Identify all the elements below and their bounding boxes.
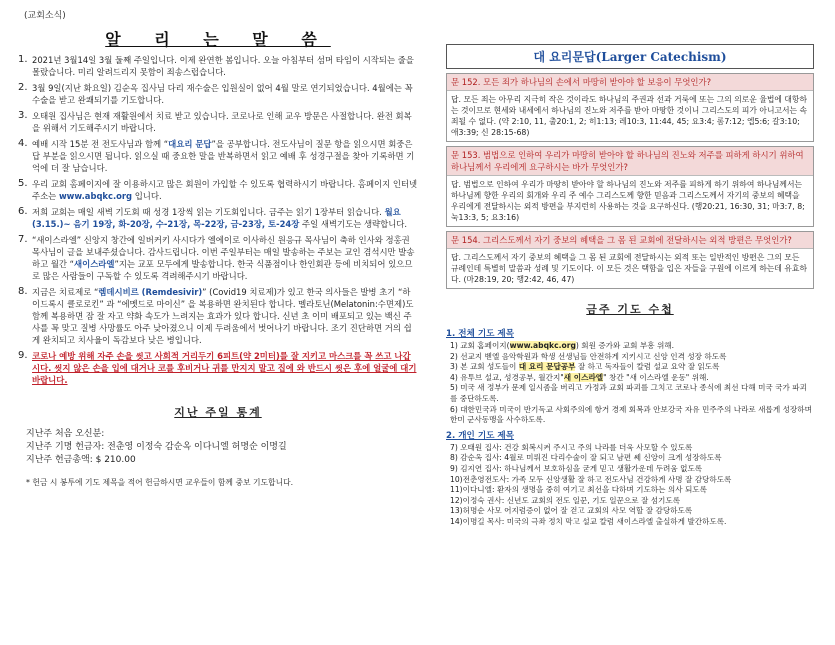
- announcement-number: 2.: [18, 82, 28, 93]
- prayer-item-pre: 2) 선교지 벧엘 음악학원과 학생 선생님들 안전하게 지키시고 신앙 인격 성장 하도록: [450, 351, 727, 361]
- prayer-item-pre: 6) 대한민국과 미국이 반기독교 사회주의에 항거 경제 회복과 안보강국 자유 민주주의 나라로 새롭게 성장하며 한미 군사동맹을 사수하도록.: [450, 404, 812, 425]
- announcement-text: [32, 234, 418, 282]
- announcement-item: [18, 178, 418, 202]
- announcement-text: [32, 286, 418, 346]
- prayer-item: 14)이명길 목사: 미국의 극좌 정치 막고 설교 칼럼 새이스라엘 출실하게 발간하도록.: [450, 516, 727, 526]
- stats-line-donors: 지난주 기명 헌금자: 전춘영 이정숙 감순옥 이다니엘 허명순 이명길: [26, 442, 287, 452]
- catechism-answer: 답. 범법으로 인하여 우리가 마땅히 받아야 할 하나님의 진노와 저주를 피하게 하기 위하여 하나님께서는 하나님께 향한 우리의 회개와 우리 주 예수 그리스도께 향한 믿음과 그리스도께서 자기의 중보의 혜택을 우리에게 전달하시는 외적 방편을 부지런히 사용하는 것을 요구하신다. (행20:21, 16:30, 31; 마3:7, 8; 눅13:3, 5; 요3:16): [451, 180, 805, 222]
- prayer-item-pre: 5) 미국 새 정부가 문제 일시좀을 버리고 가정과 교회 파괴를 그치고 코로나 종식에 최선 다해 미국 국가 파괴를 중단하도록.: [450, 383, 807, 403]
- announcement-list: [18, 54, 418, 386]
- announcement-text-post: ” (Covid19 치료제)가 있고 한국 의사들은 발병 초기 “하이드록시 클로로킨” 과 “에멧드로 마이신” 을 복용하면 완치된다 합니다. 멜라토닌(Melatonin:수면제)도 함께 복용하면 잠 잘 자고 약화 속도가 느려지는 효과가 있다 합니다. 신년 초 이미 배포되고 있는 백신 주사를 꼭 맞고 질병 사망률도 아주 낮아졌으니 이제 두려움에서 벗어나기 바랍니다. 조기 진단하면 거의 쉽게 완치되고 치사율이 독감보다 낮은 병입니다.: [32, 287, 414, 345]
- prayer-item: [450, 383, 814, 404]
- offering-footnote: * 헌금 시 봉투에 기도 제목을 적어 헌금하시면 교우들이 함께 중보 기도합니다.: [26, 478, 294, 487]
- announcement-number: 7.: [18, 234, 28, 245]
- prayer-list-personal: [446, 443, 814, 528]
- announcement-item: [18, 350, 418, 386]
- announcement-highlight: 새이스라엘: [74, 259, 115, 269]
- prayer-item: 11)이다니엘: 환자의 생명을 중히 여기고 최선을 다하며 기도하는 의사 되도록: [450, 485, 707, 495]
- prayer-item: 9) 김지연 집사: 하나님께서 보호하심을 굳게 믿고 생활가운데 두려움 없도록: [450, 463, 703, 473]
- catechism-title: 대 요리문답(Larger Catechism): [446, 44, 814, 69]
- stats-title: 지난 주일 통계: [174, 406, 262, 419]
- announcement-text-pre: 예배 시작 15분 전 전도사님과 함께 “: [32, 139, 169, 149]
- prayer-item: [450, 341, 814, 352]
- stats-line-total: 지난주 헌금총액: $ 210.00: [26, 455, 136, 465]
- announcement-item: [18, 286, 418, 346]
- announcement-text-post: 주일 새벽기도는 생략합니다.: [299, 219, 408, 229]
- catechism-question: 문 152. 모든 죄가 하나님의 손에서 마땅히 받아야 할 보응이 무엇인가?: [447, 74, 813, 91]
- announcement-text: 2021년 3월14일 3월 둘째 주일입니다. 이제 완연한 봄입니다. 오늘 아침부터 섬머 타임이 시작되는 줄을 몰랐습니다. 미리 알려드리지 못함이 죄송스럽습니다.: [32, 55, 414, 77]
- prayer-item: 12)이정숙 권사: 신년도 교회의 전도 일꾼, 기도 일꾼으로 잘 섬기도록: [450, 495, 681, 505]
- prayer-item: [450, 373, 814, 384]
- announcement-text: 코로나 예방 위해 자주 손을 씻고 사회적 거리두기 6피트(약 2미터)를 잘 지키고 마스크를 꼭 쓰고 나갑시다. 씻지 않은 손을 입에 대거나 코를 후비거나 귀를 만지지 말고 집에 와 반드시 씻은 후에 얼굴에 대기 바랍니다.: [32, 351, 417, 385]
- catechism-answer: 답. 모든 죄는 아무리 지극히 작은 것이라도 하나님의 주권과 선과 거룩에 또는 그의 의로운 율법에 대항하는 것이므로 현세와 내세에서 하나님의 진노와 저주를 받아 마땅한 것이니 그리스도의 피가 아니고서는 속죄될 수 없다. (약 2:10, 11, 출20:1, 2; 히1:13; 레10:3, 11:44, 45; 요3:4; 롬7:12; 엡5:6; 갈3:10; 애3:39; 신 28:15-68): [451, 95, 808, 137]
- announcement-text: [32, 206, 418, 230]
- prayer-item-post: " 창간 "새 이스라엘 운동" 위해.: [603, 372, 709, 382]
- prayer-item: [450, 352, 814, 363]
- catechism-item: [446, 146, 814, 227]
- prayer-item: 8) 감순옥 집사: 4월로 미뤄진 다리수술이 잘 되고 남편 쎄 신앙이 크게 성장하도록: [450, 453, 722, 463]
- announcement-item: [18, 54, 418, 78]
- announcement-number: 9.: [18, 350, 28, 361]
- catechism-answer: 답. 그리스도께서 자기 중보의 혜택을 그 몸 된 교회에 전달하시는 외적 또는 일반적인 방편은 그의 모든 규례인데 특별히 말씀과 성례 및 기도이다. 이 모든 것은 택함을 입은 자들을 구원에 이르게 하는데 유효하다. (마28:19, 20; 행2:42, 46, 47): [451, 253, 807, 284]
- announcement-text-pre: 우리 교회 홈페이지에 잘 이용하시고 많은 회원이 가입할 수 있도록 협력하시기 바랍니다. 홈페이지 인터넷 주소는: [32, 179, 418, 201]
- announcement-number: 6.: [18, 206, 28, 217]
- stats-block: [18, 428, 418, 467]
- catechism-item: [446, 231, 814, 289]
- announcement-text: 오태원 집사님은 현재 재활원에서 치료 받고 있습니다. 코로나로 인해 교우 방문은 사절합니다. 완전 회복을 위해서 기도해주시기 바랍니다.: [32, 111, 412, 133]
- announcement-highlight: 렘데시비르 (Remdesivir): [98, 287, 203, 297]
- prayer-section-personal: 2. 개인 기도 제목: [446, 430, 515, 441]
- prayer-item-post: 잘 하고 독자들이 칼럼 설교 요약 잘 읽도록: [575, 362, 720, 372]
- announcement-number: 8.: [18, 286, 28, 297]
- announcement-item: [18, 138, 418, 174]
- prayer-list-general: [446, 341, 814, 426]
- announcement-number: 5.: [18, 178, 28, 189]
- announcement-text-pre: 저희 교회는 매일 새벽 기도회 때 성경 1장씩 읽는 기도회입니다. 금주는 읽기 1장부터 읽습니다.: [32, 207, 385, 217]
- left-column: [18, 8, 418, 638]
- announcement-text-post: 입니다.: [132, 191, 162, 201]
- announcement-item: [18, 206, 418, 230]
- prayer-item-highlight: 대 요리 문답공부: [518, 362, 576, 372]
- prayer-item-highlight: 새 이스라엘: [563, 372, 604, 382]
- announcement-text: 3월 9일(지난 화요일) 김순옥 집사님 다리 재수술은 입원실이 없어 4월 말로 연기되었습니다. 4월에는 꼭 수술을 받고 완쾌되기를 기도합니다.: [32, 83, 413, 105]
- announcement-item: [18, 234, 418, 282]
- prayer-item-pre: 4) 유투브 설교, 성경공부, 월간지": [450, 372, 564, 382]
- announcement-item: [18, 82, 418, 106]
- catechism-question: 문 153. 범법으로 인하여 우리가 마땅히 받아야 할 하나님의 진노와 저주를 피하게 하시기 위하여 하나님께서 우리에게 요구하시는 바가 무엇인가?: [447, 147, 813, 176]
- announcement-number: 1.: [18, 54, 28, 65]
- prayer-item-pre: 1) 교회 홈페이지(: [450, 341, 510, 350]
- announcement-text-pre: “새이스라엘” 신앙지 창간에 일버커키 사시다가 엘에이로 이사하신 원응규 목사님이 축하 인사와 정홍권 목사님이 글을 보내주셨습니다. 감사드립니다. 이번 주일부터는 매일 발송하는 주보는 교인 겸석시만 발송하고 월간 “: [32, 235, 415, 269]
- right-column: [446, 44, 814, 634]
- announcement-highlight: 월요(3.15.)~ 음기 19장, 화-20장, 수-21장, 목-22장, 금-23장, 토-24장: [32, 207, 401, 229]
- announcement-highlight: www.abqkc.org: [58, 191, 133, 201]
- prayer-item-highlight: www.abqkc.org: [509, 341, 576, 350]
- catechism-item: [446, 73, 814, 142]
- announcement-number: 4.: [18, 138, 28, 149]
- catechism-question: 문 154. 그리스도께서 자기 중보의 혜택을 그 몸 된 교회에 전달하시는 외적 방편은 무엇인가?: [447, 232, 813, 249]
- prayer-item: 10)전춘영전도사: 가족 모두 신앙생활 잘 하고 전도사님 건강하게 사명 잘 감당하도록: [450, 474, 732, 484]
- prayer-section-general: 1. 전체 기도 제목: [446, 329, 515, 339]
- announcement-text: [32, 138, 418, 174]
- announcement-text: [32, 178, 418, 202]
- page-title: 알 리 는 말 씀: [105, 30, 331, 49]
- prayer-item: [450, 362, 814, 373]
- prayer-item: [450, 405, 814, 426]
- announcement-text-post: ”을 공부합니다. 전도사님이 질문 항을 읽으시면 회중은 답 부분을 읽으시면 됩니다. 읽으실 때 중요한 말을 반복하면서 읽고 예배 후 성경구절을 찾아 기록하면 기억에 더 잘 남습니다.: [32, 139, 415, 173]
- prayer-item-pre: 3) 본 교회 성도들이: [450, 362, 519, 372]
- prayer-item: 7) 오태원 집사: 건강 회복시켜 주시고 주의 나라를 더욱 사모할 수 있도록: [450, 442, 693, 452]
- prayer-item: 13)허명순 사모 어지럼증이 없어 잘 걷고 교회의 사모 역할 잘 감당하도록: [450, 506, 693, 516]
- announcement-text-pre: 지금은 치료제로 “: [32, 287, 99, 297]
- catechism-list: [446, 73, 814, 289]
- announcement-number: 3.: [18, 110, 28, 121]
- announcement-text-post: ”지는 교포 모두에게 발송합니다. 한국 식품점이나 한인회관 등에 비치되어 있으므로 많은 사람들이 구독할 수 있도록 격려해주시기 바랍니다.: [32, 259, 413, 281]
- announcement-highlight: 대요리 문답: [168, 139, 212, 149]
- header-tag: (교회소식): [24, 11, 66, 21]
- announcement-item: [18, 110, 418, 134]
- prayer-item-post: ) 회원 증가와 교회 부흥 위해.: [575, 341, 675, 350]
- prayer-title: 금주 기도 수첩: [586, 303, 674, 316]
- stats-line-visitors: 지난주 처음 오신분:: [26, 429, 105, 439]
